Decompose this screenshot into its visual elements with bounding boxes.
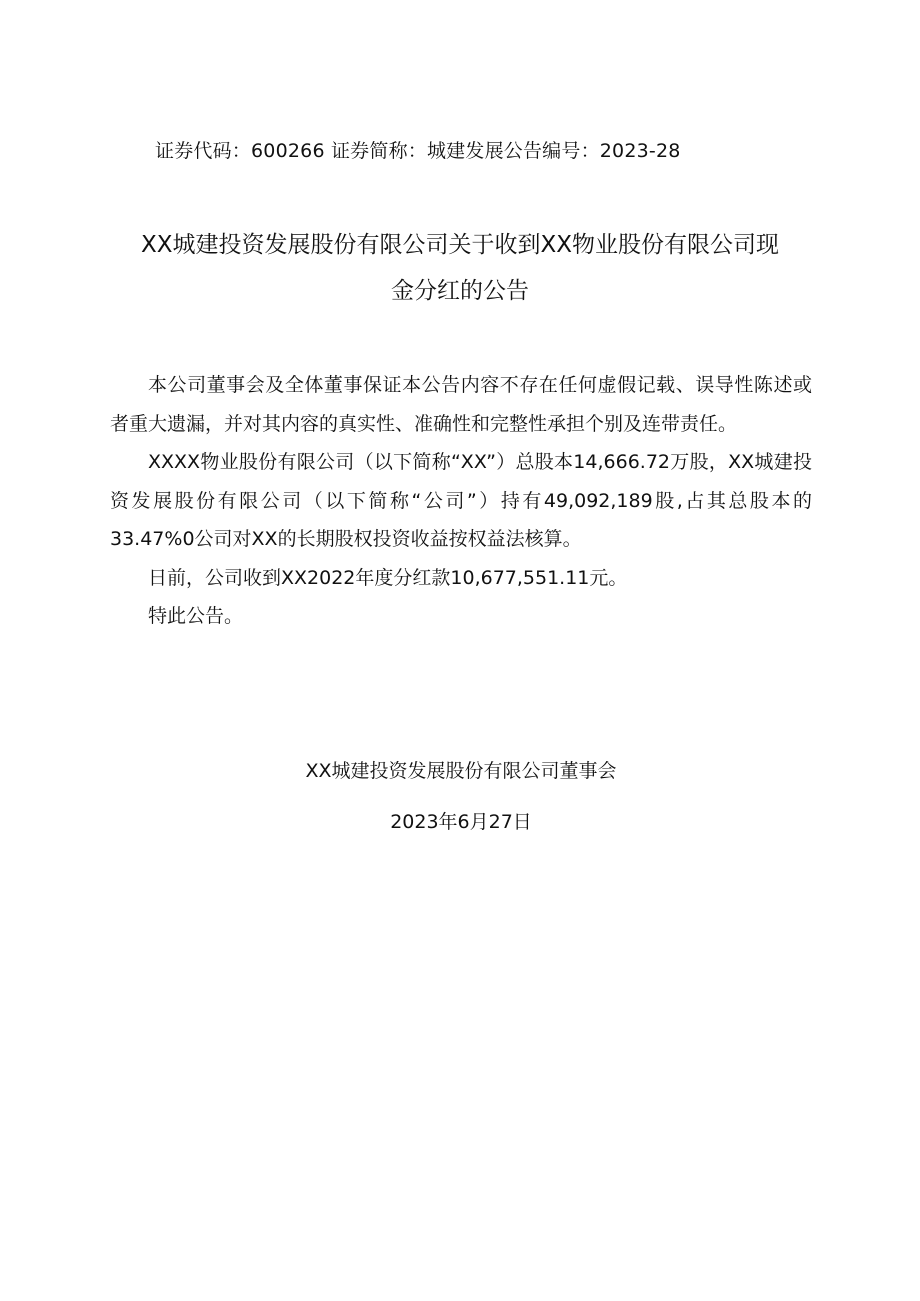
announcement-title: [108, 222, 812, 314]
signature-date: 2023年6月27日: [390, 811, 532, 833]
signature-company: XX城建投资发展股份有限公司董事会: [305, 760, 617, 782]
paragraph-closing: 特此公告。: [148, 605, 244, 627]
announcement-body: [110, 366, 812, 636]
security-info-line: 证券代码：600266 证券简称：城建发展公告编号：2023-28: [155, 140, 681, 162]
paragraph-board-guarantee: 本公司董事会及全体董事保证本公告内容不存在任何虚假记载、误导性陈述或者重大遗漏，并对其内容的真实性、准确性和完整性承担个别及连带责任。: [110, 374, 812, 435]
title-line-2: 金分红的公告: [391, 278, 529, 304]
title-line-1: XX城建投资发展股份有限公司关于收到XX物业股份有限公司现: [140, 232, 780, 258]
paragraph-shareholding: XXXX物业股份有限公司（以下简称“XX”）总股本14,666.72万股，XX城建投资发展股份有限公司（以下简称“公司”）持有49,092,189股,占其总股本的33.47%0公司对XX的长期股权投资收益按权益法核算。: [110, 451, 812, 550]
paragraph-dividend-received: 日前，公司收到XX2022年度分红款10,677,551.11元。: [148, 566, 628, 589]
